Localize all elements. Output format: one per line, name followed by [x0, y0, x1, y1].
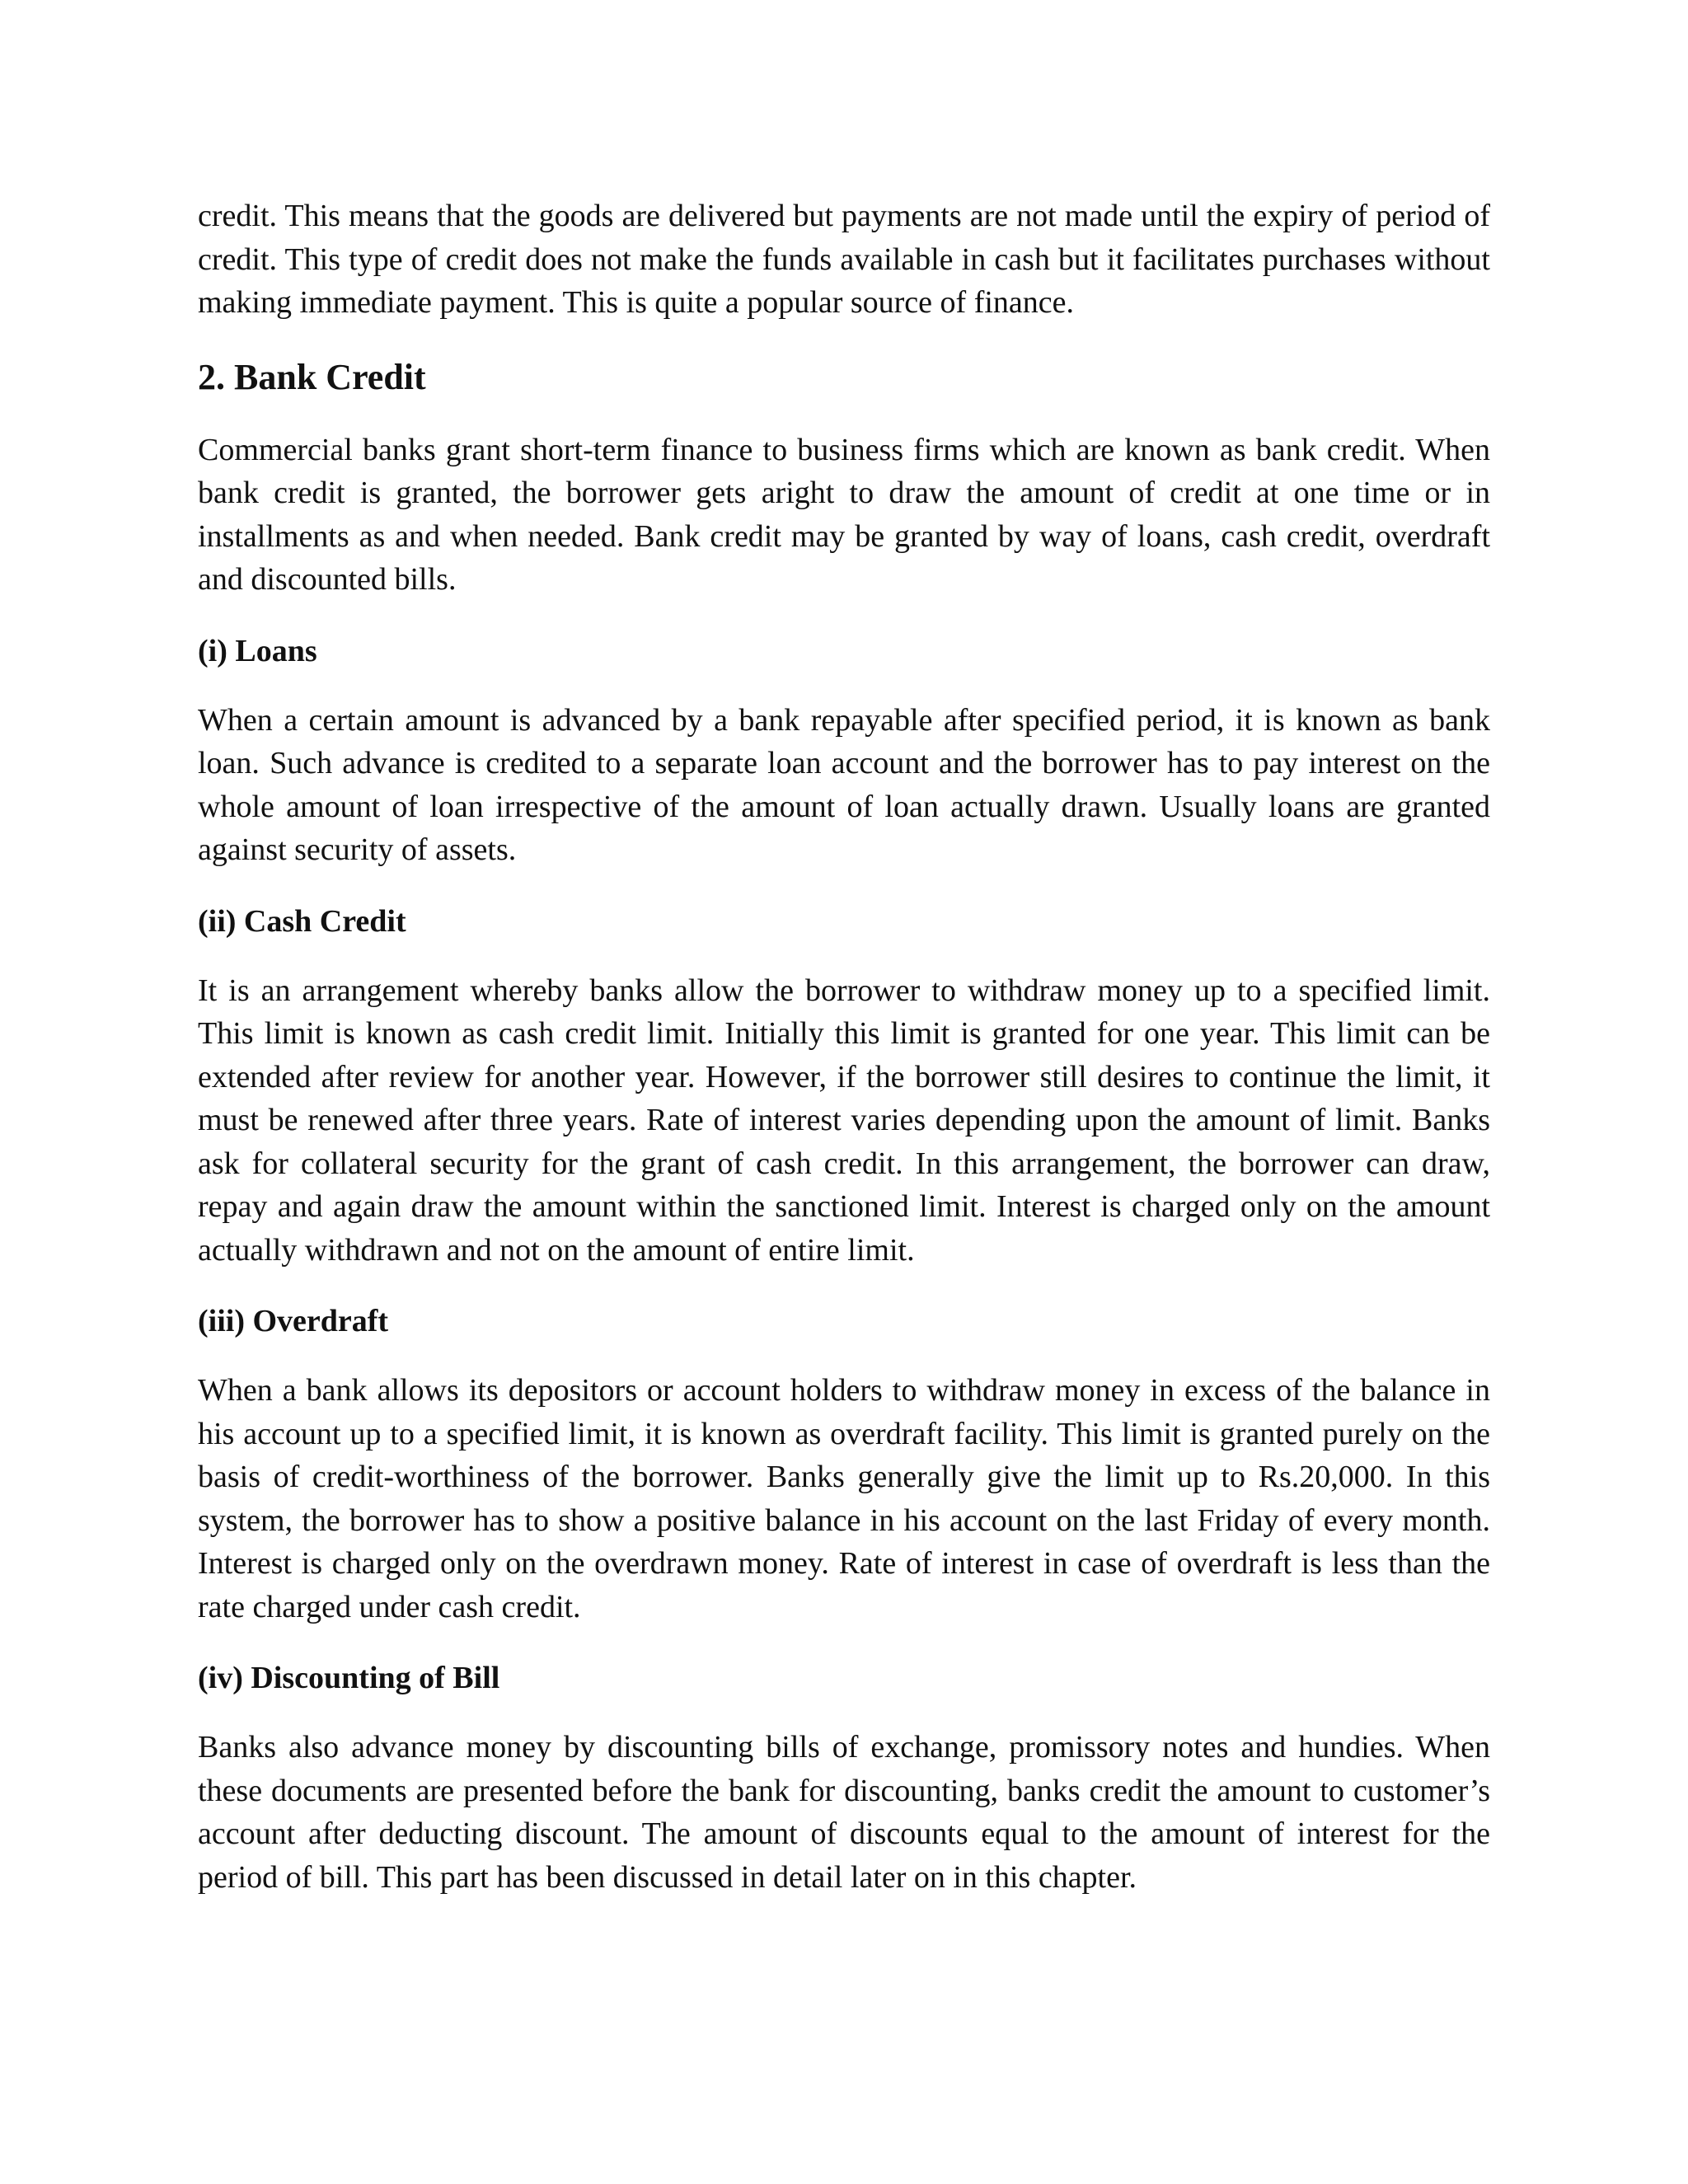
subsection-paragraph-overdraft: When a bank allows its depositors or account holders to withdraw money in excess of the balance in his account up to a specified limit, it is known as overdraft facility. This limit is granted purely on the basis of credit-worthiness of the borrower. Banks generally give the limit up to Rs.20,000. In this system, the borrower has to show a positive balance in his account on the last Friday of every month. Interest is charged only on the overdrawn money. Rate of interest in case of overdraft is less than the rate charged under cash credit. — [198, 1373, 1490, 1624]
subsection-heading-loans: (i) Loans — [198, 633, 317, 668]
section-heading: 2. Bank Credit — [198, 356, 426, 397]
subsection-heading-overdraft: (iii) Overdraft — [198, 1304, 389, 1338]
subsection-heading-discounting: (iv) Discounting of Bill — [198, 1661, 500, 1695]
document-page — [198, 194, 1490, 1899]
section-paragraph: Commercial banks grant short-term finance to business firms which are known as bank credit. When bank credit is granted, the borrower gets aright to draw the amount of credit at one time or in installments as and when needed. Bank credit may be granted by way of loans, cash credit, overdraft and discounted bills. — [198, 432, 1490, 597]
subsection-paragraph-cash-credit: It is an arrangement whereby banks allow the borrower to withdraw money up to a specified limit. This limit is known as cash credit limit. Initially this limit is granted for one year. This limit can be extended after review for another year. However, if the borrower still desires to continue the limit, it must be renewed after three years. Rate of interest varies depending upon the amount of limit. Banks ask for collateral security for the grant of cash credit. In this arrangement, the borrower can draw, repay and again draw the amount within the sanctioned limit. Interest is charged only on the amount actually withdrawn and not on the amount of entire limit. — [198, 972, 1490, 1268]
intro-paragraph: credit. This means that the goods are delivered but payments are not made until the expiry of period of credit. This type of credit does not make the funds available in cash but it facilitates purchases without making immediate payment. This is quite a popular source of finance. — [198, 199, 1490, 320]
subsection-paragraph-loans: When a certain amount is advanced by a bank repayable after specified period, it is known as bank loan. Such advance is credited to a separate loan account and the borrower has to pay interest on the whole amount of loan irrespective of the amount of loan actually drawn. Usually loans are granted against security of assets. — [198, 702, 1490, 867]
subsection-heading-cash-credit: (ii) Cash Credit — [198, 903, 406, 939]
subsection-paragraph-discounting: Banks also advance money by discounting bills of exchange, promissory notes and hundies. When these documents are presented before the bank for discounting, banks credit the amount to customer’s account after deducting discount. The amount of discounts equal to the amount of interest for the period of bill. This part has been discussed in detail later on in this chapter. — [198, 1730, 1490, 1895]
